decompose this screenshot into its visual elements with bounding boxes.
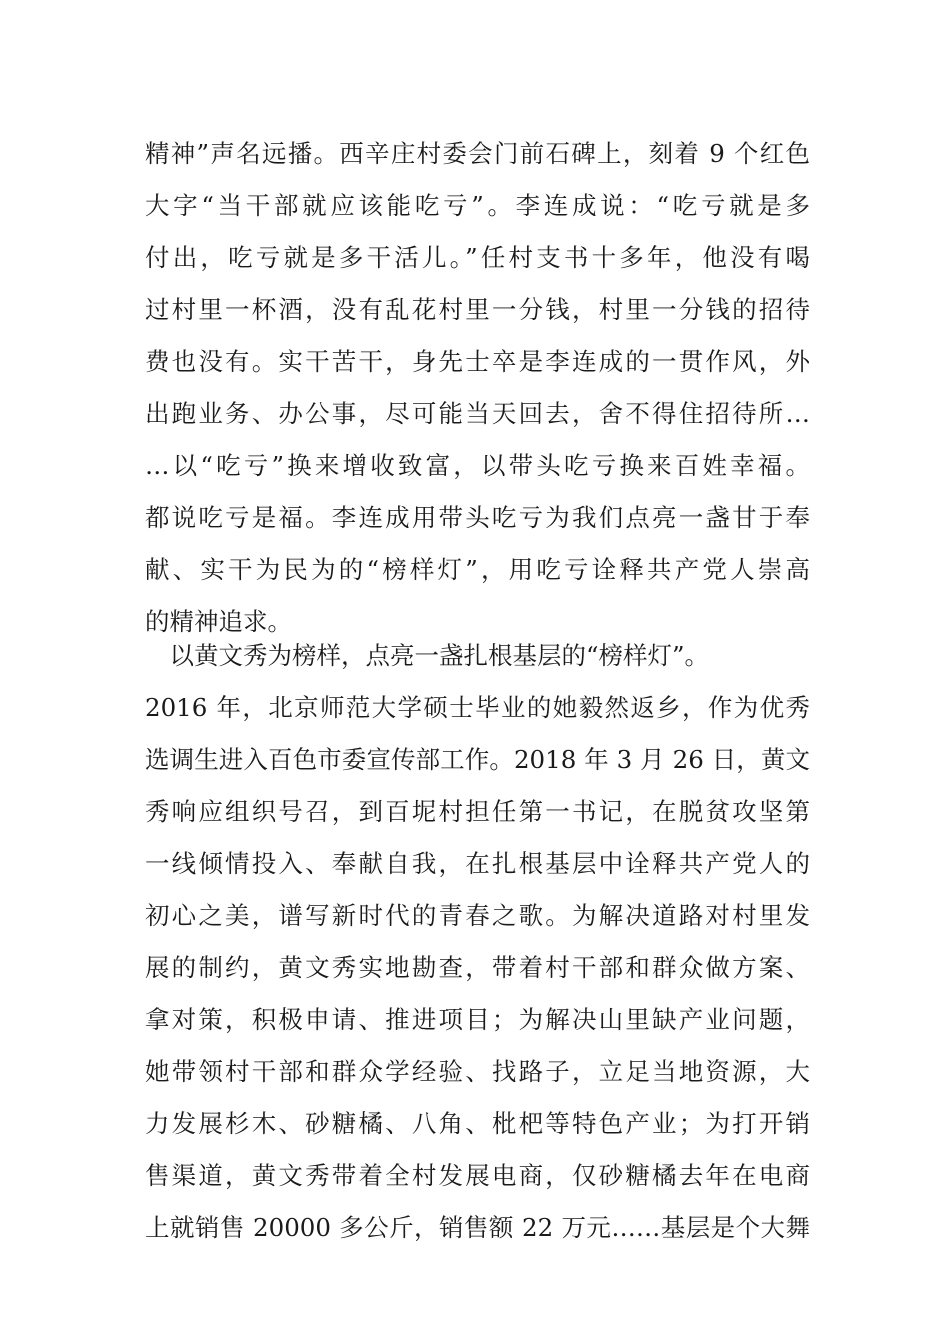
text-line: 力发展杉木、砂糖橘、八角、枇杷等特色产业；为打开销 bbox=[145, 1109, 810, 1138]
text-line: 费也没有。实干苦干，身先士卒是李连成的一贯作风，外 bbox=[145, 347, 810, 376]
text-line: 献、实干为民为的“榜样灯”，用吃亏诠释共产党人崇高 bbox=[145, 555, 810, 584]
text-line: 初心之美，谱写新时代的青春之歌。为解决道路对村里发 bbox=[145, 901, 810, 930]
text-line: 上就销售 20000 多公斤，销售额 22 万元……基层是个大舞 bbox=[145, 1213, 810, 1242]
text-line: 拿对策，积极申请、推进项目；为解决山里缺产业问题， bbox=[145, 1005, 810, 1034]
text-line: 付出，吃亏就是多干活儿。”任村支书十多年，他没有喝 bbox=[145, 243, 810, 272]
text-line: …以“吃亏”换来增收致富，以带头吃亏换来百姓幸福。 bbox=[145, 451, 810, 480]
text-line: 她带领村干部和群众学经验、找路子，立足当地资源，大 bbox=[145, 1057, 810, 1086]
text-line: 秀响应组织号召，到百坭村担任第一书记，在脱贫攻坚第 bbox=[145, 797, 810, 826]
paragraph-li-liancheng bbox=[145, 128, 810, 648]
text-line: 以黄文秀为榜样，点亮一盏扎根基层的“榜样灯”。 bbox=[145, 641, 710, 670]
text-line: 精神”声名远播。西辛庄村委会门前石碑上，刻着 9 个红色 bbox=[145, 139, 810, 168]
text-line: 都说吃亏是福。李连成用带头吃亏为我们点亮一盏甘于奉 bbox=[145, 503, 810, 532]
paragraph-huang-wenxiu bbox=[145, 630, 810, 1254]
text-line: 展的制约，黄文秀实地勘查，带着村干部和群众做方案、 bbox=[145, 953, 810, 982]
text-line: 大字“当干部就应该能吃亏”。李连成说：“吃亏就是多 bbox=[145, 191, 810, 220]
text-line: 出跑业务、办公事，尽可能当天回去，舍不得住招待所… bbox=[145, 399, 810, 428]
text-line: 选调生进入百色市委宣传部工作。2018 年 3 月 26 日，黄文 bbox=[145, 745, 810, 774]
text-line: 售渠道，黄文秀带着全村发展电商，仅砂糖橘去年在电商 bbox=[145, 1161, 810, 1190]
text-line: 2016 年，北京师范大学硕士毕业的她毅然返乡，作为优秀 bbox=[145, 693, 810, 722]
text-line: 过村里一杯酒，没有乱花村里一分钱，村里一分钱的招待 bbox=[145, 295, 810, 324]
text-line: 的精神追求。 bbox=[145, 607, 292, 636]
text-line: 一线倾情投入、奉献自我，在扎根基层中诠释共产党人的 bbox=[145, 849, 810, 878]
